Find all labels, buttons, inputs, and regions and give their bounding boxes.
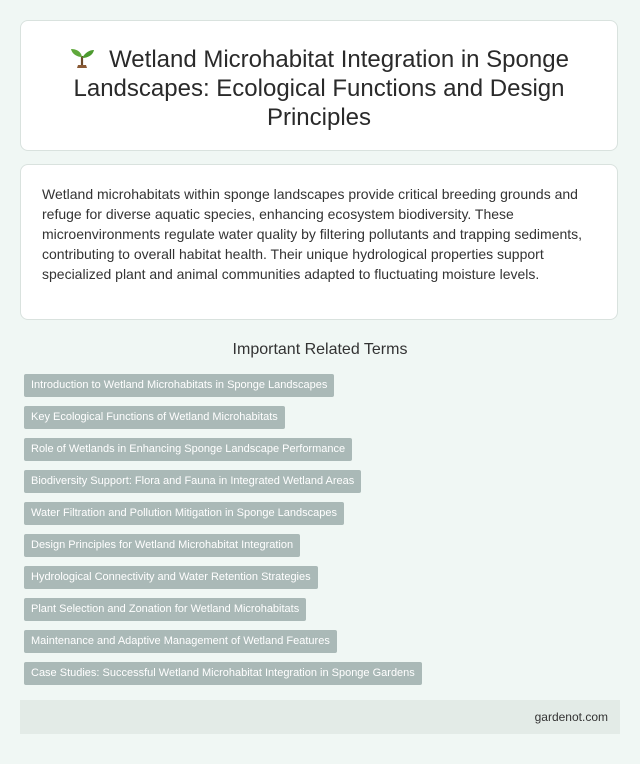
seedling-icon: [69, 47, 95, 69]
related-term-tag[interactable]: Water Filtration and Pollution Mitigation in Sponge Landscapes: [24, 502, 344, 525]
description-text: Wetland microhabitats within sponge landscapes provide critical breeding grounds and refuge for diverse aquatic species, enhancing ecosystem biodiversity. These microenvironments regulate water quality by filtering pollutants and trapping sediments, contributing to overall habitat health. Their unique hydrological properties support specialized plant and animal communities adapted to fluctuating moisture levels.: [42, 186, 583, 282]
related-term-tag[interactable]: Case Studies: Successful Wetland Microhabitat Integration in Sponge Gardens: [24, 662, 422, 685]
related-term-tag[interactable]: Key Ecological Functions of Wetland Microhabitats: [24, 406, 285, 429]
footer-bar: [20, 700, 620, 734]
related-term-tag[interactable]: Maintenance and Adaptive Management of Wetland Features: [24, 630, 337, 653]
related-terms-list: [24, 374, 422, 694]
page-title-text: Wetland Microhabitat Integration in Sponge Landscapes: Ecological Functions and Design Principles: [73, 46, 569, 131]
related-term-tag[interactable]: Design Principles for Wetland Microhabitat Integration: [24, 534, 300, 557]
related-term-tag[interactable]: Role of Wetlands in Enhancing Sponge Landscape Performance: [24, 438, 352, 461]
related-term-tag[interactable]: Introduction to Wetland Microhabitats in Sponge Landscapes: [24, 374, 334, 397]
related-term-tag[interactable]: Hydrological Connectivity and Water Retention Strategies: [24, 566, 318, 589]
related-term-tag[interactable]: Plant Selection and Zonation for Wetland Microhabitats: [24, 598, 306, 621]
related-term-tag[interactable]: Biodiversity Support: Flora and Fauna in Integrated Wetland Areas: [24, 470, 361, 493]
description-card: [20, 164, 618, 320]
page-title: [61, 45, 577, 132]
related-terms-heading: Important Related Terms: [232, 341, 408, 358]
title-card: [20, 20, 618, 151]
footer-site-name[interactable]: gardenot.com: [534, 710, 608, 724]
